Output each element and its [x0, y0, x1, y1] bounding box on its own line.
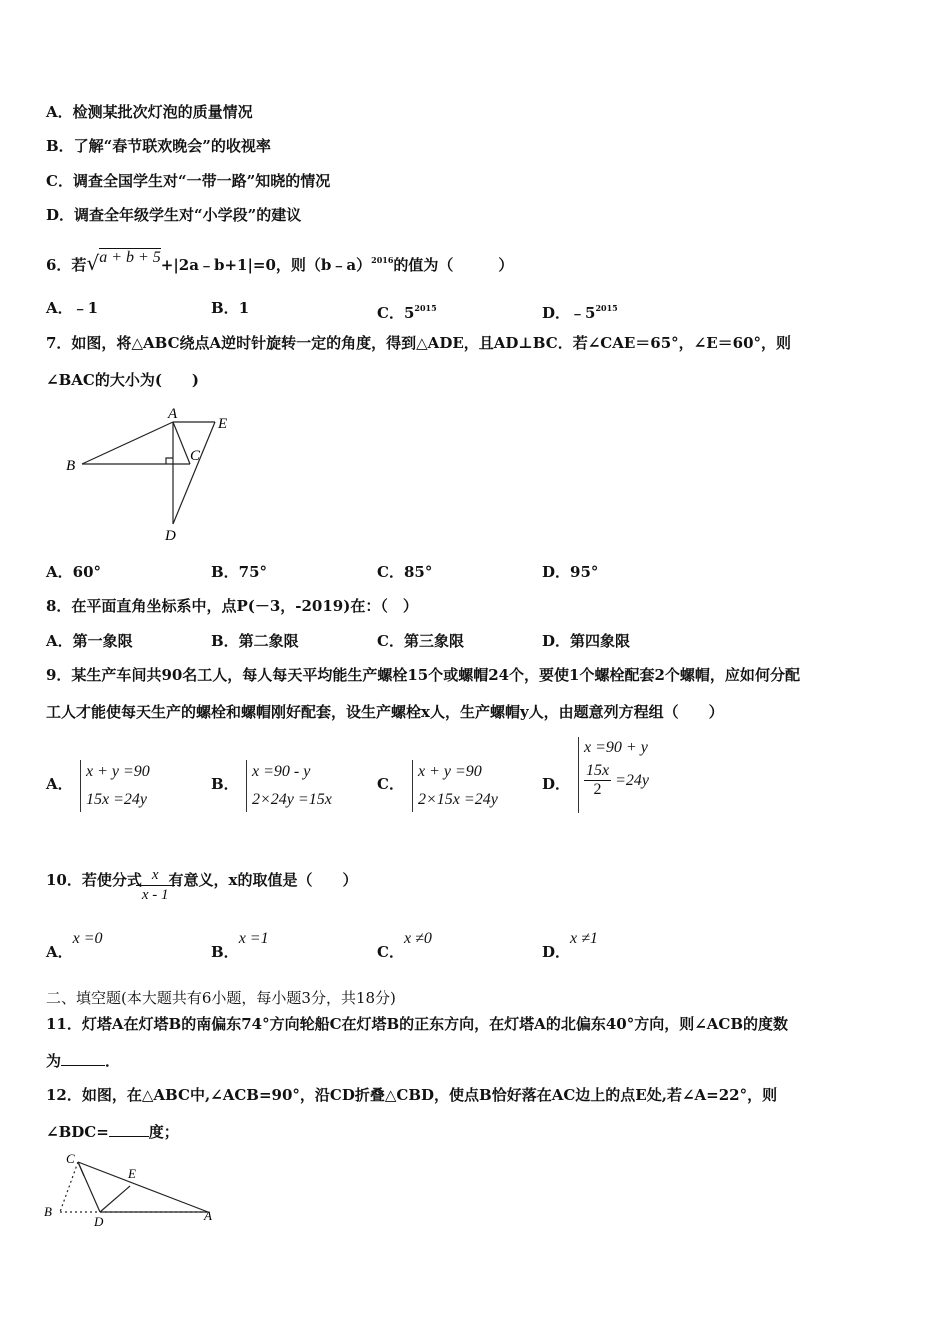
q7-seg-ac: [173, 422, 190, 464]
q9-option-a-system: [86, 758, 150, 814]
q12-label-a: A: [204, 1208, 212, 1223]
q9-option-b-eq1: x =90 - y: [252, 763, 311, 780]
q7-label-c: C: [190, 448, 201, 464]
q11-line1: 11．灯塔A在灯塔B的南偏东74°方向轮船C在灯塔B的正东方向，在灯塔A的北偏东40°方向，则∠ACB的度数: [46, 1015, 789, 1033]
q6-radicand: a + b + 5: [99, 249, 161, 266]
q11-line2: 为 ．: [46, 1052, 121, 1070]
q9-option-d-fraction-den: 2: [593, 781, 602, 798]
q7-line2: ∠BAC的大小为( ): [46, 371, 200, 389]
q10-suffix: 有意义，x的取值是（ ）: [168, 871, 358, 889]
q9-option-c-eq2: 2×15x =24y: [418, 791, 498, 808]
q7-label-a: A: [168, 406, 178, 422]
q8-option-a: A．第一象限: [46, 632, 133, 650]
q12-figure: [40, 1150, 230, 1230]
q9-option-a-eq2: 15x =24y: [86, 791, 147, 808]
q5-option-a: A．检测某批次灯泡的质量情况: [46, 103, 253, 121]
q5-option-d: D．调查全年级学生对“小学段”的建议: [46, 206, 302, 224]
q9-option-d-eq2: [584, 762, 649, 799]
q7-option-d: D．95°: [542, 563, 599, 581]
q6-prefix: 6．若: [46, 256, 87, 274]
q9-option-c-system: [418, 758, 498, 814]
q10-prefix: 10．若使分式: [46, 871, 142, 889]
q12-label-e: E: [128, 1166, 136, 1181]
q9-option-c-eq1: x + y =90: [418, 763, 482, 780]
q9-option-d-fraction-num: 15x: [586, 762, 610, 779]
q12-label-b: B: [44, 1204, 52, 1219]
q8-option-c: C．第三象限: [377, 632, 464, 650]
q12-label-d: D: [94, 1214, 104, 1229]
q5-option-b: B．了解“春节联欢晚会”的收视率: [46, 137, 271, 155]
q7-label-b: B: [66, 458, 76, 474]
q9-option-a-eq1: x + y =90: [86, 763, 150, 780]
q8-option-d: D．第四象限: [542, 632, 631, 650]
q10-stem: [46, 867, 358, 917]
q7-label-e: E: [218, 416, 228, 432]
q12-line1: 12．如图，在△ABC中,∠ACB=90°，沿CD折叠△CBD，使点B恰好落在AC边上的点E处,若∠A=22°，则: [46, 1086, 778, 1104]
q12-seg-de: [100, 1186, 130, 1212]
q9-option-c-label: C．: [377, 775, 404, 793]
q9-option-d-eq2-rest: =24y: [615, 771, 650, 789]
q9-option-b-eq2: 2×24y =15x: [252, 791, 332, 808]
q6-option-d: D．$﹣5^{2015}$: [542, 303, 618, 322]
q7-label-d: D: [165, 528, 176, 544]
q10-option-a: A．x =0: [46, 930, 103, 961]
q7-seg-ba: [82, 422, 173, 464]
q6-option-b: B．1: [211, 299, 250, 317]
q6-suffix: 的值为（ ）: [393, 256, 514, 274]
q9-line2: 工人才能使每天生产的螺栓和螺帽刚好配套，设生产螺栓x人，生产螺帽y人，由题意列方程组（ ）: [46, 703, 724, 721]
q9-option-a-brace: [80, 760, 81, 812]
q9-option-b-brace: [246, 760, 247, 812]
q9-option-d-eq1: x =90 + y: [584, 739, 648, 756]
q8-stem: 8．在平面直角坐标系中，点P(－3，-2019)在：（ ）: [46, 597, 418, 615]
q7-figure: [60, 400, 240, 548]
q10-option-b: B．x =1: [211, 930, 269, 961]
q9-line1: 9．某生产车间共90名工人，每人每天平均能生产螺栓15个或螺帽24个，要使1个螺栓配套2个螺帽，应如何分配: [46, 666, 800, 684]
q7-option-b: B．75°: [211, 563, 268, 581]
q6-stem: [46, 250, 513, 276]
q8-option-b: B．第二象限: [211, 632, 299, 650]
q11-answer-blank[interactable]: [61, 1065, 105, 1066]
q6-option-c: C．$5^{2015}$: [377, 303, 437, 322]
q10-option-c: C．x ≠0: [377, 930, 432, 961]
q9-option-d-brace: [578, 737, 579, 813]
q9-option-d-label: D．: [542, 775, 571, 793]
q10-option-d: D．x ≠1: [542, 930, 598, 961]
q9-option-c-brace: [412, 760, 413, 812]
q10-fraction-num: x: [136, 866, 175, 886]
q7-line1: 7．如图，将△ABC绕点A逆时针旋转一定的角度，得到△ADE，且AD⊥BC．若∠CAE＝65°，∠E＝60°，则: [46, 334, 792, 352]
q10-fraction-den: x - 1: [141, 887, 169, 903]
q12-seg-cb-dashed: [60, 1162, 78, 1212]
q12-label-c: C: [66, 1151, 75, 1166]
q9-option-a-label: A．: [46, 775, 73, 793]
q12-seg-ca: [78, 1162, 208, 1212]
q10-fraction: [142, 866, 169, 905]
q7-option-c: C．85°: [377, 563, 433, 581]
section2-heading: 二、填空题(本大题共有6小题，每小题3分，共18分): [46, 989, 396, 1007]
q6-mid: +|2a﹣b+1|=0，则（b﹣a）: [160, 256, 372, 274]
q7-right-angle-mark: [166, 458, 173, 464]
q9-option-b-label: B．: [211, 775, 239, 793]
q12-line2: ∠BDC= 度；: [46, 1123, 179, 1141]
q6-exp: 2016: [371, 255, 394, 265]
q9-option-b-system: [252, 758, 332, 814]
q5-option-c: C．调查全国学生对“一带一路”知晓的情况: [46, 172, 331, 190]
sqrt-icon: √: [86, 251, 100, 275]
q6-option-a: A．﹣1: [46, 299, 99, 317]
q12-answer-blank[interactable]: [109, 1136, 149, 1137]
q9-option-d-system: [584, 734, 649, 799]
q7-option-a: A．60°: [46, 563, 102, 581]
